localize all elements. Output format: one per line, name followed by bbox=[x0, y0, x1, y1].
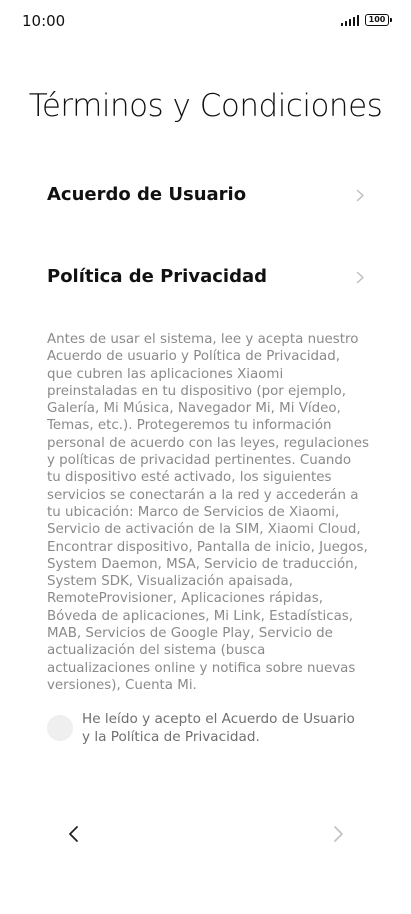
status-clock: 10:00 bbox=[22, 12, 66, 30]
terms-description: Antes de usar el sistema, lee y acepta nuestro Acuerdo de usuario y Política de Privacidad, que cubren las aplicaciones Xiaomi preinstaladas en tu dispositivo (por ejemplo, Galería, Mi Música, Navegador Mi, Mi Vídeo, Temas, etc.). Protegeremos tu información personal de acuerdo con las leyes, regulaciones y políticas de privacidad pertinentes. Cuando tu dispositivo esté activado, los siguientes servicios se conectarán a la red y accederán a tu ubicación: Marco de Servicios de Xiaomi, Servicio de activación de la SIM, Xiaomi Cloud, Encontrar dispositivo, Pantalla de inicio, Juegos, System Daemon, MSA, Servicio de traducción, System SDK, Visualización apaisada, RemoteProvisioner, Aplicaciones rápidas, Bóveda de aplicaciones, Mi Link, Estadísticas, MAB, Servicios de Google Play, Servicio de actualización del sistema (busca actualizaciones online y notifica sobre nuevas versiones), Cuenta Mi. bbox=[47, 332, 369, 693]
status-icons bbox=[341, 14, 390, 26]
status-bar bbox=[0, 0, 411, 44]
chevron-right-icon bbox=[356, 271, 365, 284]
consent-checkbox-row[interactable] bbox=[47, 711, 367, 751]
chevron-right-icon bbox=[356, 189, 365, 202]
chevron-left-icon bbox=[58, 818, 90, 850]
privacy-policy-row[interactable] bbox=[0, 254, 411, 304]
page-title: Términos y Condiciones bbox=[28, 88, 383, 124]
signal-icon bbox=[341, 15, 360, 26]
user-agreement-label: Acuerdo de Usuario bbox=[47, 184, 247, 205]
consent-checkbox[interactable] bbox=[47, 715, 73, 741]
next-button[interactable] bbox=[322, 818, 354, 850]
consent-label: He leído y acepto el Acuerdo de Usuario y la Política de Privacidad. bbox=[82, 711, 355, 745]
battery-icon: 100 bbox=[365, 14, 389, 26]
privacy-policy-label: Política de Privacidad bbox=[47, 266, 267, 287]
back-button[interactable] bbox=[58, 818, 90, 850]
chevron-right-icon bbox=[322, 818, 354, 850]
user-agreement-row[interactable] bbox=[0, 172, 411, 222]
